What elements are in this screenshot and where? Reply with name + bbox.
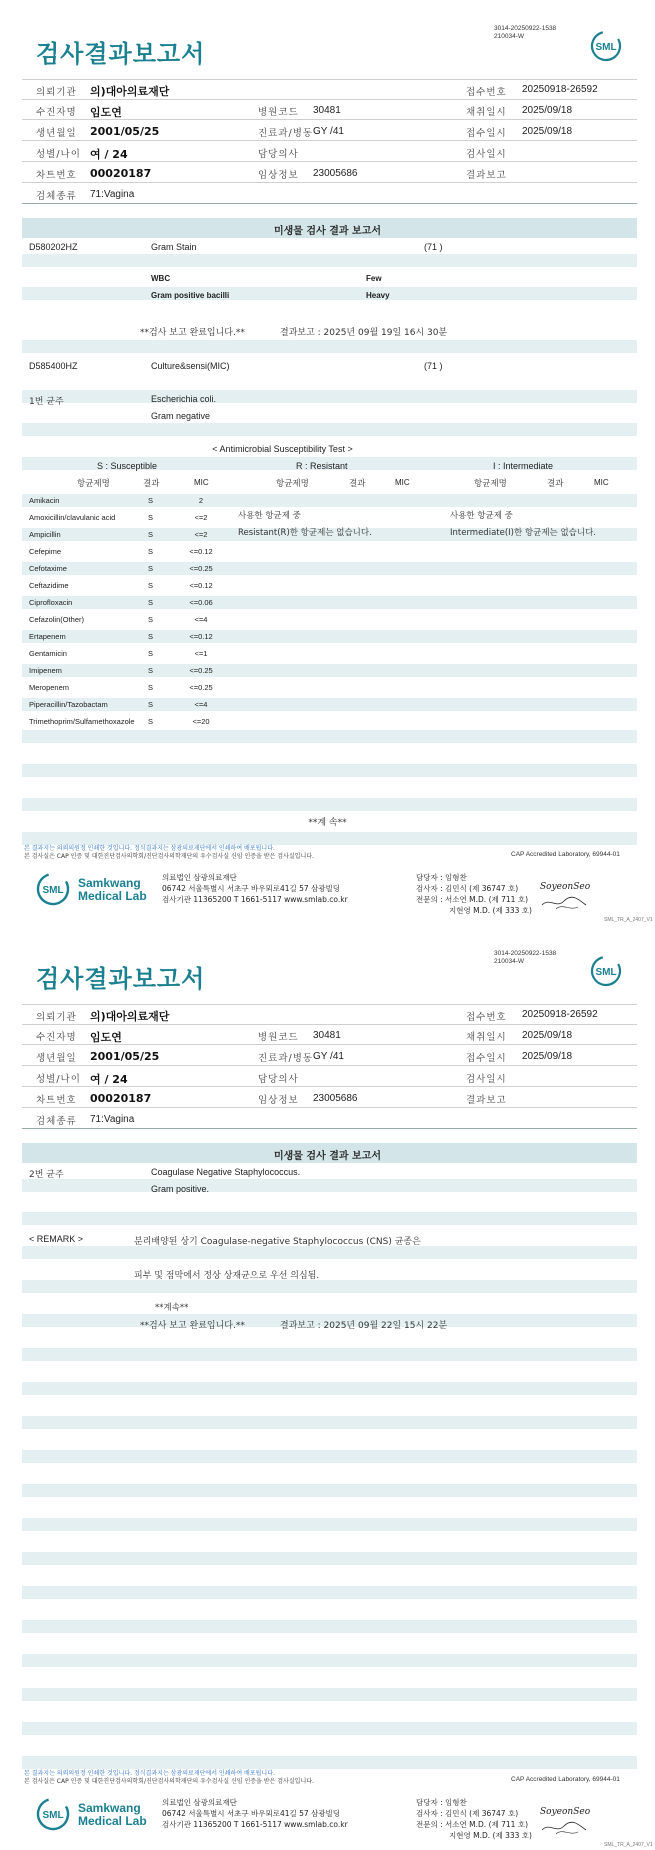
row-band [22,1484,637,1497]
row-band [22,390,637,403]
receipt-date-value: 2025/09/18 [522,1051,573,1062]
continued-note: **계속** [155,1303,189,1313]
row-band [22,1212,637,1225]
resistant-used-note: 사용한 항균제 중 [238,511,301,521]
col-mic: MIC [395,478,410,487]
chart-label: 차트번호 [36,1095,77,1106]
divider [22,182,637,183]
culture-code: D585400HZ [29,361,78,371]
gram-stain-specimen: (71 ) [424,242,443,252]
exam-date-label: 검사일시 [466,1074,507,1085]
accession-value: 20250918-26592 [522,84,598,95]
ast-row-band [22,494,637,507]
antibiotic-result: S [148,547,154,556]
row-band [22,1382,637,1395]
col-mic: MIC [594,478,609,487]
footer-notice-cap: 본 검사실은 CAP 인증 및 대한진단검사의학회/진단검사의학재단의 우수검사실 신임 인증을 받은 검사실입니다. [24,853,314,860]
antibiotic-mic: <=2 [194,530,208,539]
antibiotic-result: S [148,598,154,607]
dept-value: GY /41 [313,126,344,137]
institution-value: 의)대아의료재단 [90,1010,170,1023]
svg-text:SML: SML [595,967,617,978]
gram-stain-code: D580202HZ [29,242,78,252]
form-code: SML_TR_A_2407_V1 [604,917,653,923]
culture-name: Culture&sensi(MIC) [151,361,230,371]
receipt-date-label: 접수일시 [466,1053,507,1064]
sex-age-label: 성별/나이 [36,1074,81,1085]
report-label: 결과보고 [466,1095,507,1106]
accession-value: 20250918-26592 [522,1009,598,1020]
antibiotic-name: Trimethoprim/Sulfamethoxazole [29,717,135,726]
antibiotic-mic: <=0.06 [189,598,213,607]
ast-title: < Antimicrobial Susceptibility Test > [212,444,353,454]
sml-logo-icon [590,30,622,62]
signature-icon [538,875,593,915]
ast-row-band [22,562,637,575]
hospital-code-label: 병원코드 [258,107,299,118]
col-antibiotic: 항균제명 [474,479,507,489]
sex-age-value: 여 / 24 [90,148,128,161]
remark-label: < REMARK > [29,1234,84,1244]
doctor-label: 담당의사 [258,149,299,160]
antibiotic-mic: <=0.12 [189,547,213,556]
report-title: 검사결과보고서 [36,40,206,68]
svg-text:SoyeonSeo: SoyeonSeo [540,1807,591,1817]
collect-date-label: 채취일시 [466,107,507,118]
section-title: 미생물 검사 결과 보고서 [273,226,382,237]
accession-label: 접수번호 [466,87,507,98]
antibiotic-mic: <=0.12 [189,581,213,590]
report-page-2 [0,925,655,1850]
lab-address: 의료법인 삼광의료재단 06742 서울특별시 서초구 바우뫼로41길 57 삼광빌딩 검사기관 11365200 T 1661-5117 www.smlab.co.kr [162,1798,348,1829]
antibiotic-mic: <=4 [194,615,208,624]
samkwang-logo-icon [36,872,70,906]
antibiotic-result: S [148,581,154,590]
specimen-value: 71:Vagina [90,1114,135,1125]
row-band [22,764,637,777]
exam-date-label: 검사일시 [466,149,507,160]
col-result: 결과 [143,479,160,489]
patient-name-label: 수진자명 [36,1032,77,1043]
divider [22,119,637,120]
receipt-date-value: 2025/09/18 [522,126,573,137]
patient-name-value: 임도연 [90,1031,122,1044]
svg-text:SoyeonSeo: SoyeonSeo [540,882,591,892]
col-result: 결과 [349,479,366,489]
report-time: 결과보고 : 2025년 09월 19일 16시 30분 [280,328,448,338]
organism-label: 1번 균주 [29,397,64,407]
specimen-label: 검체종류 [36,191,77,202]
row-band [22,423,637,436]
hospital-code-value: 30481 [313,1030,341,1041]
gram-result-value: Heavy [366,291,390,300]
svg-text:SML: SML [595,42,617,53]
cap-accreditation: CAP Accredited Laboratory, 69944-01 [511,851,620,858]
intermediate-none-note: Intermediate(I)한 항균제는 없습니다. [450,528,596,538]
antibiotic-mic: <=20 [192,717,210,726]
divider [22,79,637,80]
clinical-label: 임상정보 [258,1095,299,1106]
row-band [22,1688,637,1701]
gram-result-value: Few [366,274,382,283]
row-band [22,1416,637,1429]
dept-label: 진료과/병동 [258,1053,314,1064]
gram-result-label: Gram positive bacilli [151,291,230,300]
antibiotic-result: S [148,496,154,505]
collect-date-value: 2025/09/18 [522,105,573,116]
row-band [22,730,637,743]
antibiotic-name: Meropenem [29,683,70,692]
row-band [22,1179,637,1192]
birth-label: 생년월일 [36,1053,77,1064]
signatories: 담당자 : 임형찬 검사자 : 김민식 (제 36747 호) 전문의 : 서소연 M.D. (제 711 호) 지현영 M.D. (제 333 호) [416,1798,532,1840]
dept-value: GY /41 [313,1051,344,1062]
lab-address: 의료법인 삼광의료재단 06742 서울특별시 서초구 바우뫼로41길 57 삼광빌딩 검사기관 11365200 T 1661-5117 www.smlab.co.kr [162,873,348,904]
report-complete-note: **검사 보고 완료입니다.** [140,1321,245,1331]
antibiotic-name: Amoxicillin/clavulanic acid [29,513,116,522]
document-id: 3014-20250922-1538 210034-W [494,25,557,40]
ast-row-band [22,630,637,643]
institution-value: 의)대아의료재단 [90,85,170,98]
antibiotic-result: S [148,564,154,573]
specimen-label: 검체종류 [36,1116,77,1127]
patient-name-value: 임도연 [90,106,122,119]
antibiotic-mic: <=2 [194,513,208,522]
remark-line: 분리배양된 상기 Coagulase-negative Staphylococcus (CNS) 균종은 [134,1237,421,1247]
hospital-code-label: 병원코드 [258,1032,299,1043]
row-band [22,1586,637,1599]
row-band [22,1654,637,1667]
clinical-label: 임상정보 [258,170,299,181]
samkwang-logo-icon [36,1797,70,1831]
resistant-none-note: Resistant(R)한 항균제는 없습니다. [238,528,372,538]
row-band [22,254,637,267]
divider [22,1065,637,1066]
antibiotic-mic: <=0.25 [189,683,213,692]
antibiotic-mic: 2 [198,496,204,505]
row-band [22,1552,637,1565]
organism-name: Coagulase Negative Staphylococcus. [151,1167,301,1177]
cap-accreditation: CAP Accredited Laboratory, 69944-01 [511,1776,620,1783]
signature-icon [538,1800,593,1840]
sex-age-label: 성별/나이 [36,149,81,160]
antibiotic-result: S [148,700,154,709]
dept-label: 진료과/병동 [258,128,314,139]
report-label: 결과보고 [466,170,507,181]
row-band [22,1280,637,1293]
birth-label: 생년월일 [36,128,77,139]
receipt-date-label: 접수일시 [466,128,507,139]
patient-name-label: 수진자명 [36,107,77,118]
footer-notice: 본 결과지는 의뢰의원정 인쇄한 것입니다. 정식결과지는 삼광의료재단에서 인쇄하여 배포됩니다. [24,845,275,852]
brand-name: Samkwang Medical Lab [78,1801,147,1828]
divider [22,1024,637,1025]
organism-name: Escherichia coli. [151,394,217,404]
birth-value: 2001/05/25 [90,1050,160,1063]
brand-name: Samkwang Medical Lab [78,876,147,903]
organism-gram: Gram positive. [151,1184,210,1194]
ast-row-band [22,596,637,609]
antibiotic-result: S [148,683,154,692]
sex-age-value: 여 / 24 [90,1073,128,1086]
antibiotic-name: Ertapenem [29,632,66,641]
continued-note: **계 속** [308,818,347,828]
antibiotic-name: Ampicillin [29,530,61,539]
row-band [22,1348,637,1361]
antibiotic-name: Cefotaxime [29,564,67,573]
col-antibiotic: 항균제명 [276,479,309,489]
intermediate-used-note: 사용한 항균제 중 [450,511,513,521]
accession-label: 접수번호 [466,1012,507,1023]
antibiotic-result: S [148,649,154,658]
antibiotic-name: Cefazolin(Other) [29,615,85,624]
intermediate-header: I : Intermediate [493,461,554,471]
antibiotic-name: Amikacin [29,496,60,505]
divider [22,1128,637,1129]
divider [22,203,637,204]
footer-notice-cap: 본 검사실은 CAP 인증 및 대한진단검사의학회/진단검사의학재단의 우수검사실 신임 인증을 받은 검사실입니다. [24,1778,314,1785]
report-complete-note: **검사 보고 완료입니다.** [140,328,245,338]
antibiotic-name: Gentamicin [29,649,67,658]
specimen-value: 71:Vagina [90,189,135,200]
col-antibiotic: 항균제명 [77,479,110,489]
institution-label: 의뢰기관 [36,1012,77,1023]
antibiotic-result: S [148,632,154,641]
antibiotic-name: Cefepime [29,547,62,556]
ast-row-band [22,664,637,677]
chart-value: 00020187 [90,167,152,180]
report-title: 검사결과보고서 [36,965,206,993]
gram-result-label: WBC [151,274,171,283]
divider [22,1044,637,1045]
antibiotic-result: S [148,666,154,675]
svg-text:SML: SML [42,885,64,896]
col-mic: MIC [194,478,209,487]
culture-specimen: (71 ) [424,361,443,371]
collect-date-label: 채취일시 [466,1032,507,1043]
chart-label: 차트번호 [36,170,77,181]
row-band [22,1722,637,1735]
row-band [22,1518,637,1531]
footer-notice: 본 결과지는 의뢰의원정 인쇄한 것입니다. 정식결과지는 삼광의료재단에서 인쇄하여 배포됩니다. [24,1770,275,1777]
row-band [22,340,637,353]
antibiotic-mic: <=1 [194,649,208,658]
antibiotic-result: S [148,717,154,726]
antibiotic-name: Imipenem [29,666,62,675]
clinical-value: 23005686 [313,1093,358,1104]
section-title: 미생물 검사 결과 보고서 [273,1151,382,1162]
hospital-code-value: 30481 [313,105,341,116]
col-result: 결과 [547,479,564,489]
row-band [22,1450,637,1463]
institution-label: 의뢰기관 [36,87,77,98]
antibiotic-mic: <=4 [194,700,208,709]
birth-value: 2001/05/25 [90,125,160,138]
signatories: 담당자 : 임형찬 검사자 : 김민식 (제 36747 호) 전문의 : 서소연 M.D. (제 711 호) 지현영 M.D. (제 333 호) [416,873,532,915]
divider [22,1086,637,1087]
remark-line: 피부 및 점막에서 정상 상재균으로 우선 의심됨. [134,1271,320,1281]
clinical-value: 23005686 [313,168,358,179]
susceptible-header: S : Susceptible [97,461,158,471]
ast-row-band [22,698,637,711]
antibiotic-mic: <=0.12 [189,632,213,641]
antibiotic-name: Ciprofloxacin [29,598,73,607]
resistant-header: R : Resistant [296,461,348,471]
row-band [22,798,637,811]
antibiotic-name: Ceftazidime [29,581,69,590]
document-id: 3014-20250922-1538 210034-W [494,950,557,965]
gram-stain-name: Gram Stain [151,242,197,252]
form-code: SML_TR_A_2407_V1 [604,1842,653,1848]
row-band [22,287,637,300]
antibiotic-result: S [148,513,154,522]
organism-label: 2번 균주 [29,1170,64,1180]
antibiotic-mic: <=0.25 [189,666,213,675]
doctor-label: 담당의사 [258,1074,299,1085]
divider [22,140,637,141]
svg-text:SML: SML [42,1810,64,1821]
antibiotic-result: S [148,615,154,624]
row-band [22,1246,637,1259]
antibiotic-name: Piperacillin/Tazobactam [29,700,108,709]
organism-gram: Gram negative [151,411,211,421]
row-band [22,1620,637,1633]
antibiotic-result: S [148,530,154,539]
collect-date-value: 2025/09/18 [522,1030,573,1041]
antibiotic-mic: <=0.25 [189,564,213,573]
chart-value: 00020187 [90,1092,152,1105]
divider [22,161,637,162]
sml-logo-icon [590,955,622,987]
report-time: 결과보고 : 2025년 09월 22일 15시 22분 [280,1321,448,1331]
divider [22,1107,637,1108]
divider [22,99,637,100]
divider [22,1004,637,1005]
